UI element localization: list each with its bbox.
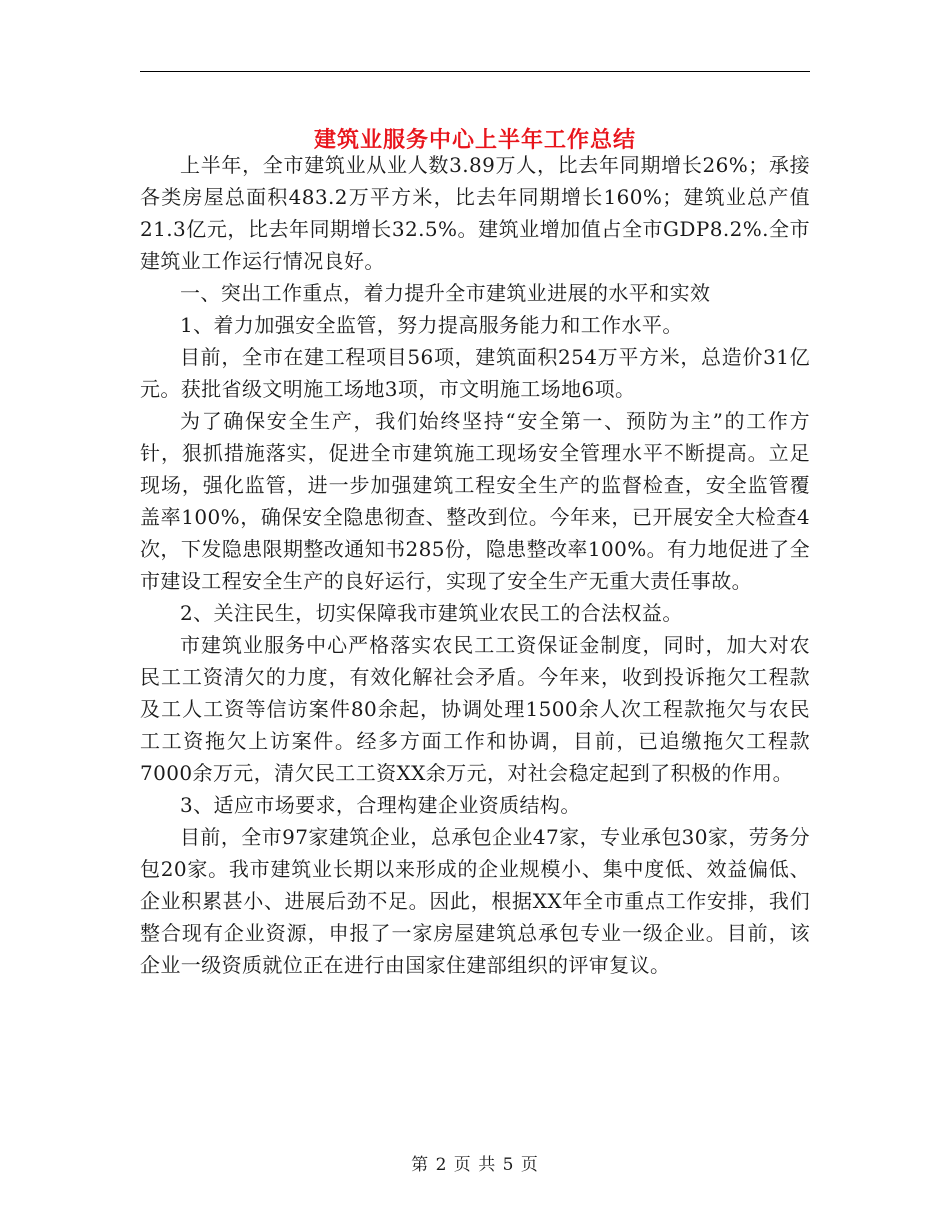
document-body [140,149,810,981]
paragraph-overview: 上半年，全市建筑业从业人数3.89万人，比去年同期增长26%；承接各类房屋总面积483.2万平方米，比去年同期增长160%；建筑业总产值21.3亿元，比去年同期增长32.5%。建筑业增加值占全市GDP8.2%.全市建筑业工作运行情况良好。 [140,153,810,273]
paragraph-enterprises: 目前，全市97家建筑企业，总承包企业47家，专业承包30家，劳务分包20家。我市建筑业长期以来形成的企业规模小、集中度低、效益偏低、企业积累甚小、进展后劲不足。因此，根据XX年全市重点工作安排，我们整合现有企业资源，申报了一家房屋建筑总承包专业一级企业。目前，该企业一级资质就位正在进行由国家住建部组织的评审复议。 [140,825,810,977]
section-heading-1: 一、突出工作重点，着力提升全市建筑业进展的水平和实效 [180,281,711,305]
subsection-heading-1: 1、着力加强安全监管，努力提高服务能力和工作水平。 [180,313,683,337]
paragraph-wages: 市建筑业服务中心严格落实农民工工资保证金制度，同时，加大对农民工工资清欠的力度，有效化解社会矛盾。今年来，收到投诉拖欠工程款及工人工资等信访案件80余起，协调处理1500余人次工程款拖欠与农民工工资拖欠上访案件。经多方面工作和协调，目前，已追缴拖欠工程款7000余万元，清欠民工工资XX余万元，对社会稳定起到了积极的作用。 [140,633,810,785]
subsection-heading-2: 2、关注民生，切实保障我市建筑业农民工的合法权益。 [180,601,683,625]
paragraph-safety: 为了确保安全生产，我们始终坚持“安全第一、预防为主”的工作方针，狠抓措施落实，促进全市建筑施工现场安全管理水平不断提高。立足现场，强化监管，进一步加强建筑工程安全生产的监督检查，安全监管覆盖率100%，确保安全隐患彻查、整改到位。今年来，已开展安全大检查4次，下发隐患限期整改通知书285份，隐患整改率100%。有力地促进了全市建设工程安全生产的良好运行，实现了安全生产无重大责任事故。 [140,409,810,593]
header-rule [140,71,810,72]
document-title: 建筑业服务中心上半年工作总结 [313,126,636,153]
page-number: 第 2 页 共 5 页 [411,1155,539,1175]
paragraph-projects: 目前，全市在建工程项目56项，建筑面积254万平方米，总造价31亿元。获批省级文明施工场地3项，市文明施工场地6项。 [140,345,810,401]
subsection-heading-3: 3、适应市场要求，合理构建企业资质结构。 [180,793,581,817]
